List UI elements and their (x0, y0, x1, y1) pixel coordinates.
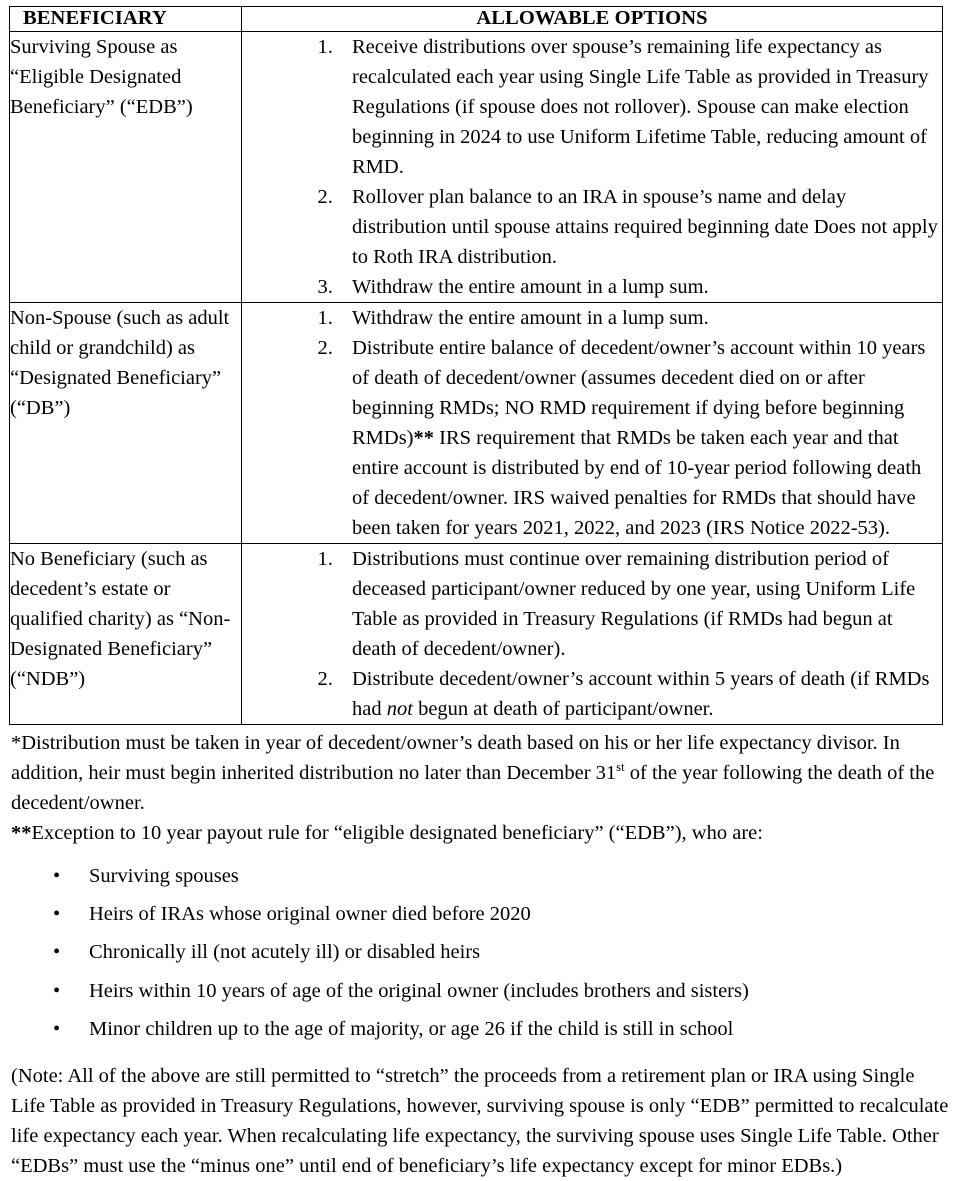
closing-note-text: (Note: All of the above are still permitted to “stretch” the proceeds from a retirement plan or IRA using Single Life Table as provided in Treasury Regulations, however, surviving spouse is only “EDB” permitted to recalculate life expectancy each year. When recalculating life expectancy, the surviving spouse uses Single Life Table. Other “EDBs” must use the “minus one” until end of beneficiary’s life expectancy except for minor EDBs.) (11, 1064, 949, 1177)
table-body (10, 31, 943, 725)
column-header-beneficiary: BENEFICIARY (10, 7, 242, 32)
list-item: 1. Withdraw the entire amount in a lump sum. (338, 303, 942, 333)
asterisk-marker: ** (413, 426, 435, 449)
table-header-row (10, 7, 943, 32)
list-item-label: Surviving spouses (89, 865, 239, 888)
beneficiary-options-table (9, 6, 943, 725)
options-cell-db (242, 302, 943, 543)
bullet-icon: • (53, 903, 61, 926)
list-item (53, 976, 952, 1006)
list-item-label: Chronically ill (not acutely ill) or disabled heirs (89, 941, 481, 964)
footnote-text-part2: of the year following the death of the decedent/owner. (11, 762, 935, 815)
emphasis-not: not (386, 698, 413, 721)
beneficiary-cell-ndb: No Beneficiary (such as decedent’s estate or qualified charity) as “Non-Designated Beneficiary” (“NDB”) (10, 544, 242, 725)
list-item-label: Heirs of IRAs whose original owner died before 2020 (89, 903, 531, 926)
list-item: 1. Receive distributions over spouse’s remaining life expectancy as recalculated each year using Single Life Table as provided in Treasury Regulations (if spouse does not rollover). Spouse can make election beginning in 2024 to use Uniform Lifetime Table, reducing amount of RMD. (338, 32, 942, 182)
footnote-double-asterisk: **Exception to 10 year payout rule for “eligible designated beneficiary” (“EDB”), who are: (11, 822, 763, 845)
list-item-label: Minor children up to the age of majority, or age 26 if the child is still in school (89, 1017, 734, 1040)
list-item: 2. Distribute decedent/owner’s account within 5 years of death (if RMDs had not begun at death of participant/owner. (338, 664, 942, 724)
list-item: 2. Rollover plan balance to an IRA in spouse’s name and delay distribution until spouse attains required beginning date Does not apply to Roth IRA distribution. (338, 182, 942, 272)
list-item-label: Heirs within 10 years of age of the original owner (includes brothers and sisters) (89, 979, 749, 1002)
bullet-icon: • (53, 865, 61, 888)
beneficiary-cell-db: Non-Spouse (such as adult child or grandchild) as “Designated Beneficiary” (“DB”) (10, 302, 242, 543)
edb-qualification-list (9, 861, 952, 1043)
options-list-db (242, 303, 942, 543)
options-list-ndb (242, 544, 942, 724)
list-item (53, 861, 952, 891)
list-item: 3. Withdraw the entire amount in a lump sum. (338, 272, 942, 302)
column-header-allowable-options: ALLOWABLE OPTIONS (242, 7, 943, 32)
options-cell-ndb (242, 544, 943, 725)
ordinal-suffix: st (616, 760, 625, 775)
bullet-icon: • (53, 979, 61, 1002)
options-list-edb (242, 32, 942, 302)
footnote-single-asterisk (11, 728, 952, 818)
table-header (10, 7, 943, 32)
table-row (10, 544, 943, 725)
list-item: 1. Distributions must continue over remaining distribution period of deceased participant/owner reduced by one year, using Uniform Life Table as provided in Treasury Regulations (if RMDs had begun at death of decedent/owner). (338, 544, 942, 664)
closing-note-section (9, 1061, 952, 1181)
list-item (53, 899, 952, 929)
list-item (53, 1014, 952, 1044)
asterisk-marker: ** (11, 822, 32, 845)
beneficiary-cell-edb: Surviving Spouse as “Eligible Designated Beneficiary” (“EDB”) (10, 31, 242, 302)
bullet-icon: • (53, 1017, 61, 1040)
table-row (10, 302, 943, 543)
options-cell-edb (242, 31, 943, 302)
bullet-icon: • (53, 941, 61, 964)
table-row (10, 31, 943, 302)
list-item: 2. Distribute entire balance of decedent/owner’s account within 10 years of death of decedent/owner (assumes decedent died on or after beginning RMDs; NO RMD requirement if dying before beginning RMDs)** IRS requirement that RMDs be taken each year and that entire account is distributed by end of 10-year period following death of decedent/owner. IRS waived penalties for RMDs that should have been taken for years 2021, 2022, and 2023 (IRS Notice 2022-53). (338, 333, 942, 543)
footnotes-section (9, 728, 952, 848)
list-item (53, 937, 952, 967)
footnote-text-part1: *Distribution must be taken in year of decedent/owner’s death based on his or her life expectancy divisor. In addition, heir must begin inherited distribution no later than December 31 (11, 732, 900, 785)
